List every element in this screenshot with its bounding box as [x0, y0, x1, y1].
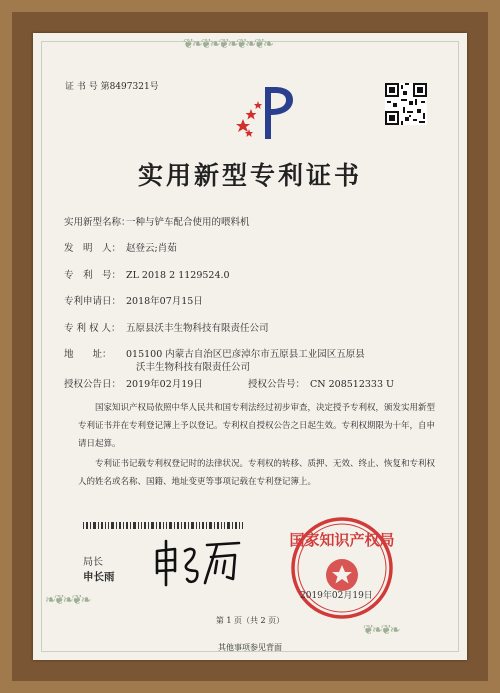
director-signature [151, 533, 249, 589]
field-utility-model-name [64, 214, 250, 228]
seal-text: 国家知识产权局 [289, 531, 395, 549]
body-paragraph: 专利证书记载专利权登记时的法律状况。专利权的转移、质押、无效、终止、恢复和专利权人的姓名或名称、国籍、地址变更等事项记载在专利登记簿上。 [78, 459, 436, 487]
field-application-date [64, 293, 203, 307]
field-label: 专 利 号： [64, 270, 122, 281]
field-value: 2018年07月15日 [126, 296, 203, 307]
field-inventors [64, 240, 177, 254]
field-grant-date [64, 376, 203, 390]
field-label: 发 明 人： [64, 243, 122, 254]
field-label: 实用新型名称： [64, 217, 131, 228]
bottom-left-vine-ornament: ❧❦❧❦❧ [45, 593, 90, 608]
page-number: 第 1 页（共 2 页） [215, 616, 285, 625]
certificate-paper [33, 33, 467, 660]
field-label: 授权公告号： [248, 379, 306, 390]
field-value: CN 208512333 U [310, 379, 395, 390]
field-label: 授权公告日： [64, 379, 122, 390]
field-address-line2: 沃丰生物科技有限责任公司 [136, 362, 251, 373]
director-name: 申长雨 [83, 571, 115, 583]
top-vine-ornament: ❦❧❦❧❦❧❦❧❦❧ [183, 37, 272, 52]
seal-date: 2019年02月19日 [300, 591, 373, 601]
field-label: 专利申请日： [64, 296, 122, 307]
certificate-title: 实用新型专利证书 [137, 161, 362, 190]
field-value: ZL 2018 2 1129524.0 [126, 270, 230, 281]
director-title: 局长 [83, 557, 103, 568]
field-patentee [64, 320, 269, 334]
field-grant-number [248, 376, 394, 390]
field-label: 地 址： [64, 349, 112, 360]
field-patent-number [64, 267, 230, 281]
field-address [64, 346, 365, 360]
field-value: 一种与铲车配合使用的喂料机 [126, 217, 250, 228]
qr-code [385, 83, 427, 125]
footer-note: 其他事项参见背面 [218, 643, 282, 652]
bottom-right-vine-ornament: ❦❧❦❧ [363, 623, 399, 638]
patent-office-logo [231, 79, 297, 145]
field-value: 015100 内蒙古自治区巴彦淖尔市五原县工业园区五原县 [126, 349, 365, 360]
field-value: 赵登云;肖茹 [126, 243, 177, 254]
field-value: 2019年02月19日 [126, 379, 203, 390]
field-label: 专 利 权 人： [64, 323, 121, 334]
certificate-number: 证 书 号 第8497321号 [65, 82, 159, 92]
field-value: 五原县沃丰生物科技有限责任公司 [126, 323, 269, 334]
barcode [83, 522, 243, 529]
body-paragraph: 国家知识产权局依照中华人民共和国专利法经过初步审查，决定授予专利权，颁发实用新型专利证书并在专利登记簿上予以登记。专利权自授权公告之日起生效。专利权期限为十年，自申请日起算。 [78, 403, 436, 449]
certificate-body-text [78, 399, 440, 493]
official-seal [289, 515, 395, 621]
